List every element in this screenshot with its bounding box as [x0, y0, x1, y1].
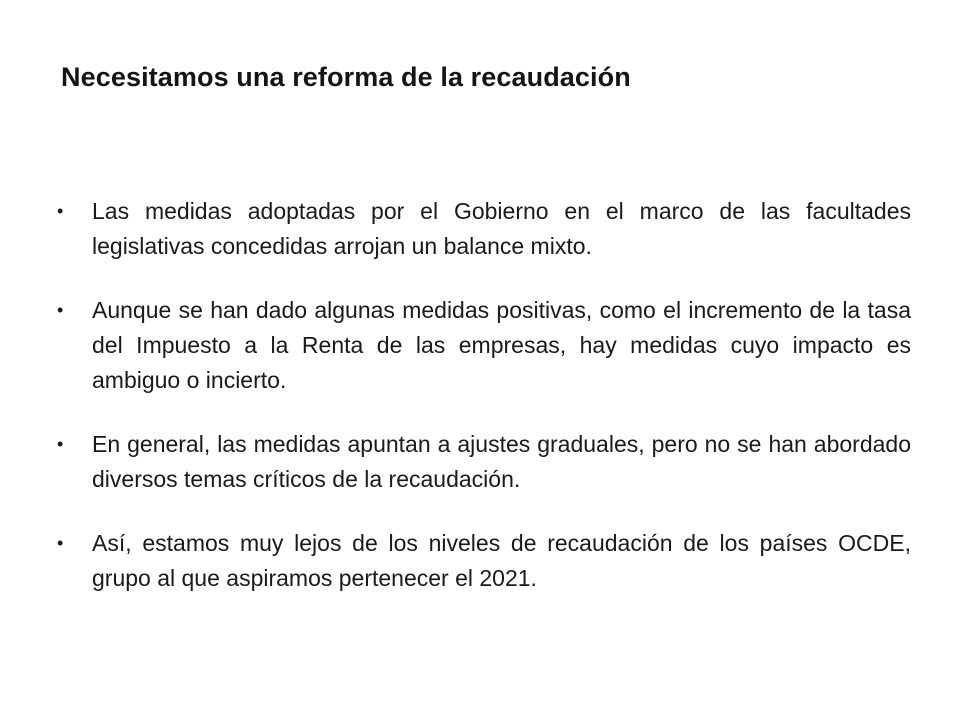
- slide-title: Necesitamos una reforma de la recaudación: [61, 62, 631, 92]
- bullet-marker: •: [57, 533, 64, 553]
- bullet-text: Las medidas adoptadas por el Gobierno en el marco de las facultades legislativas concedidas arrojan un balance mixto.: [92, 198, 911, 259]
- bullet-marker: •: [57, 201, 64, 221]
- bullet-marker: •: [57, 434, 64, 454]
- bullet-item: [55, 526, 911, 596]
- bullet-item: [55, 194, 911, 264]
- bullet-text: Así, estamos muy lejos de los niveles de recaudación de los países OCDE, grupo al que aspiramos pertenecer el 2021.: [92, 530, 911, 591]
- bullet-text: En general, las medidas apuntan a ajustes graduales, pero no se han abordado diversos temas críticos de la recaudación.: [92, 431, 911, 492]
- bullet-text: Aunque se han dado algunas medidas positivas, como el incremento de la tasa del Impuesto a la Renta de las empresas, hay medidas cuyo impacto es ambiguo o incierto.: [92, 297, 911, 393]
- bullet-item: [55, 427, 911, 497]
- bullet-item: [55, 293, 911, 398]
- bullet-list: [55, 194, 911, 625]
- bullet-marker: •: [57, 300, 64, 320]
